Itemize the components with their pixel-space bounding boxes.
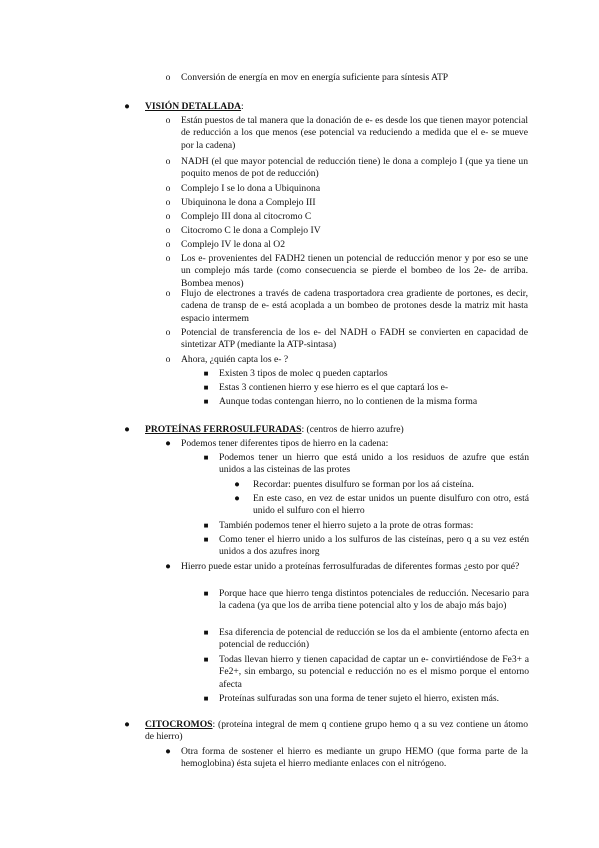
list-item: Flujo de electrones a través de cadena trasportadora crea gradiente de portones, es decir, cadena de transp de e- está acoplada a un bombeo de protones desde la matriz mit hasta espacio intermem — [181, 288, 528, 324]
bullet: ■ — [203, 535, 209, 544]
list-item: Recordar: puentes disulfuro se forman por los aá cisteína. — [253, 479, 474, 490]
bullet: o — [165, 197, 171, 208]
heading-citocromos-title: CITOCROMOS — [145, 719, 213, 730]
list-item: Estas 3 contienen hierro y ese hierro es el que captará los e- — [219, 382, 449, 393]
list-item: Los e- provenientes del FADH2 tienen un potencial de reducción menor y por eso se une un complejo más tarde (como consecuencia se pierde el bombeo de los 2e- de arriba. Bombea menos) — [181, 253, 528, 289]
list-item: Aunque todas contengan hierro, no lo contienen de la misma forma — [219, 396, 478, 407]
bullet: ● — [234, 493, 240, 504]
bullet: ■ — [203, 369, 209, 378]
list-item: Todas llevan hierro y tienen capacidad de captar un e- convirtiéndose de Fe3+ a Fe2+, sin embargo, su potencial e reducción no es el mismo porque el entorno afecta — [219, 654, 529, 690]
bullet: o — [165, 156, 171, 167]
bullet: o — [165, 72, 171, 83]
heading-proteinas-suffix: : (centros de hierro azufre) — [301, 424, 404, 435]
bullet: ■ — [203, 589, 209, 598]
list-item: Existen 3 tipos de molec q pueden captarlos — [219, 368, 388, 379]
bullet: ● — [124, 424, 130, 435]
list-item: Esa diferencia de potencial de reducción se los da el ambiente (entorno afecta en potencial de reducción) — [219, 627, 529, 651]
bullet: ● — [124, 101, 130, 112]
bullet: o — [165, 115, 171, 126]
list-item: Ubiquinona le dona a Complejo III — [181, 197, 316, 208]
bullet: ■ — [203, 655, 209, 664]
bullet: ■ — [203, 453, 209, 462]
section-heading-proteinas — [145, 424, 485, 436]
list-item: Como tener el hierro unido a los sulfuros de las cisteínas, pero q a su vez estén unidos a dos azufres inorg — [219, 534, 529, 558]
bullet: o — [165, 225, 171, 236]
list-item: Están puestos de tal manera que la donación de e- es desde los que tienen mayor potencial de reducción a los que menos (ese potencial va reduciendo a medida que el e- se mueve por la cadena) — [181, 115, 528, 151]
bullet: ● — [165, 438, 171, 449]
list-item: Complejo I se lo dona a Ubiquinona — [181, 183, 321, 194]
bullet: ■ — [203, 383, 209, 392]
bullet: ■ — [203, 694, 209, 703]
heading-proteinas-title: PROTEÍNAS FERROSULFURADAS — [145, 424, 302, 435]
list-item: Hierro puede estar unido a proteínas ferrosulfuradas de diferentes formas ¿esto por qué? — [181, 561, 520, 572]
bullet: o — [165, 327, 171, 338]
bullet: ● — [165, 561, 171, 572]
list-item: Podemos tener diferentes tipos de hierro en la cadena: — [181, 438, 389, 449]
list-item: Proteínas sulfuradas son una forma de tener sujeto el hierro, existen más. — [219, 693, 500, 704]
bullet: o — [165, 183, 171, 194]
bullet: ● — [124, 719, 130, 730]
bullet: o — [165, 354, 171, 365]
bullet: ● — [234, 479, 240, 490]
list-item: Complejo IV le dona al O2 — [181, 239, 286, 250]
list-item-text: Conversión de energía en mov en energía suficiente para síntesis ATP — [181, 72, 449, 83]
list-item: Potencial de transferencia de los e- del NADH o FADH se convierten en capacidad de sintetizar ATP (mediante la ATP-sintasa) — [181, 327, 528, 351]
heading-vision-title: VISIÓN DETALLADA — [145, 101, 242, 112]
bullet: o — [165, 253, 171, 264]
list-item: NADH (el que mayor potencial de reducción tiene) le dona a complejo I (que ya tiene un poquito menos de pot de reducción) — [181, 156, 528, 180]
list-item: También podemos tener el hierro sujeto a la prote de otras formas: — [219, 520, 474, 531]
bullet: ● — [165, 746, 171, 757]
list-item: Citocromo C le dona a Complejo IV — [181, 225, 321, 236]
bullet: o — [165, 211, 171, 222]
heading-citocromos-suffix: : (proteína integral de mem q contiene grupo hemo q a su vez contiene un átomo de hierro) — [145, 719, 528, 743]
bullet: ■ — [203, 521, 209, 530]
bullet: ■ — [203, 397, 209, 406]
bullet: ■ — [203, 628, 209, 637]
bullet: o — [165, 239, 171, 250]
list-item: Ahora, ¿quién capta los e- ? — [181, 354, 289, 365]
section-heading-vision — [145, 101, 445, 113]
list-item: Podemos tener un hierro que está unido a los residuos de azufre que están unidos a las cisteinas de las protes — [219, 452, 529, 476]
list-item: Porque hace que hierro tenga distintos potenciales de reducción. Necesario para la cadena (ya que los de arriba tiene potencial alto y los de abajo más bajo) — [219, 588, 529, 612]
bullet: o — [165, 288, 171, 299]
list-item: Complejo III dona al citocromo C — [181, 211, 312, 222]
list-item: En este caso, en vez de estar unidos un puente disulfuro con otro, está unido el sulfuro con el hierro — [253, 493, 529, 517]
heading-vision-suffix: : — [241, 101, 244, 112]
list-item: Otra forma de sostener el hierro es mediante un grupo HEMO (que forma parte de la hemoglobina) ésta sujeta el hierro mediante enlaces con el nitrógeno. — [181, 746, 528, 770]
section-heading-citocromos — [145, 719, 528, 744]
